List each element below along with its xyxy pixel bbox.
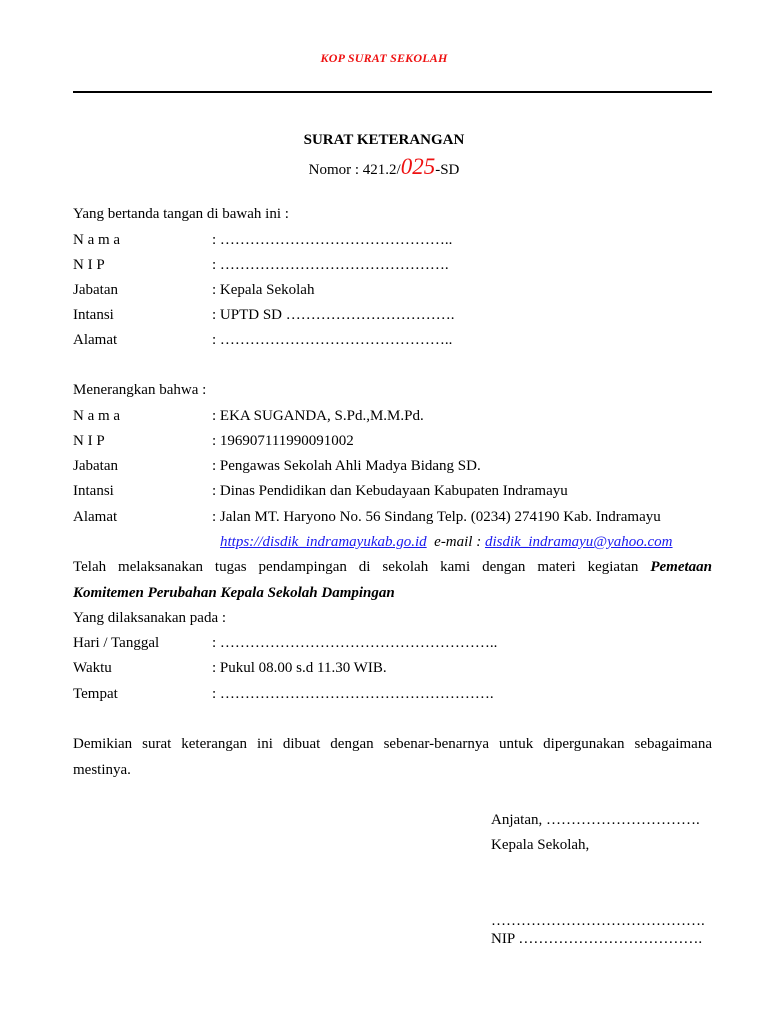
- signature-role: Kepala Sekolah,: [491, 837, 590, 853]
- signatory-agency-label: Intansi: [73, 307, 114, 323]
- signatory-name-label: N a m a: [73, 232, 121, 248]
- email-link[interactable]: disdik_indramayu@yahoo.com: [484, 534, 673, 550]
- letterhead-divider: [73, 91, 712, 93]
- signatory-agency-value: : UPTD SD …………………………….: [212, 307, 455, 323]
- signatory-position-value: : Kepala Sekolah: [212, 282, 315, 298]
- subject-address-value: : Jalan MT. Haryono No. 56 Sindang Telp. (0234) 274190 Kab. Indramayu: [212, 509, 661, 525]
- signatory-address-value: : ………………………………………..: [212, 332, 453, 348]
- website-link[interactable]: https://disdik_indramayukab.go.id: [220, 534, 427, 550]
- activity-title-part1: Pemetaan: [650, 559, 713, 575]
- schedule-time-value: : Pukul 08.00 s.d 11.30 WIB.: [212, 660, 387, 676]
- subject-position-label: Jabatan: [73, 458, 118, 474]
- subject-nip-label: N I P: [73, 433, 105, 449]
- body-text: Telah melaksanakan tugas pendampingan di sekolah kami dengan materi kegiatan: [73, 559, 639, 575]
- letterhead-placeholder: KOP SURAT SEKOLAH: [320, 51, 448, 65]
- schedule-time-label: Waktu: [73, 660, 112, 676]
- subject-agency-value: : Dinas Pendidikan dan Kebudayaan Kabupaten Indramayu: [212, 483, 568, 499]
- signature-name-line: …………………………………….: [491, 913, 705, 929]
- signatory-name-value: : ………………………………………..: [212, 232, 453, 248]
- body-line-1: [73, 558, 712, 576]
- signature-nip-line: NIP ……………………………….: [491, 931, 703, 947]
- number-prefix: Nomor : 421.2/: [308, 162, 401, 178]
- signatory-intro: Yang bertanda tangan di bawah ini :: [73, 206, 289, 222]
- subject-name-label: N a m a: [73, 408, 121, 424]
- signatory-address-label: Alamat: [73, 332, 118, 348]
- subject-name-value: : EKA SUGANDA, S.Pd.,M.M.Pd.: [212, 408, 424, 424]
- subject-address-label: Alamat: [73, 509, 118, 525]
- schedule-place-value: : ……………………………………………….: [212, 686, 494, 702]
- signatory-nip-label: N I P: [73, 257, 105, 273]
- subject-intro: Menerangkan bahwa :: [73, 382, 207, 398]
- subject-position-value: : Pengawas Sekolah Ahli Madya Bidang SD.: [212, 458, 481, 474]
- signature-place-date: Anjatan, ………………………….: [491, 812, 700, 828]
- number-value: 025: [400, 154, 436, 179]
- closing-line-1: Demikian surat keterangan ini dibuat dengan sebenar-benarnya untuk dipergunakan sebagaimana: [73, 736, 712, 752]
- document-title: SURAT KETERANGAN: [303, 132, 465, 148]
- schedule-date-value: : ………………………………………………..: [212, 635, 498, 651]
- schedule-place-label: Tempat: [73, 686, 118, 702]
- activity-title-part2: Komitemen Perubahan Kepala Sekolah Dampingan: [73, 585, 395, 601]
- email-label: e-mail :: [434, 534, 482, 550]
- schedule-intro: Yang dilaksanakan pada :: [73, 610, 227, 626]
- signatory-nip-value: : ……………………………………….: [212, 257, 449, 273]
- closing-line-2: mestinya.: [73, 762, 131, 778]
- contact-line: [220, 533, 673, 551]
- document-number: [0, 152, 768, 185]
- number-suffix: -SD: [435, 162, 460, 178]
- subject-agency-label: Intansi: [73, 483, 114, 499]
- schedule-date-label: Hari / Tanggal: [73, 635, 160, 651]
- signatory-position-label: Jabatan: [73, 282, 118, 298]
- subject-nip-value: : 196907111990091002: [212, 433, 354, 449]
